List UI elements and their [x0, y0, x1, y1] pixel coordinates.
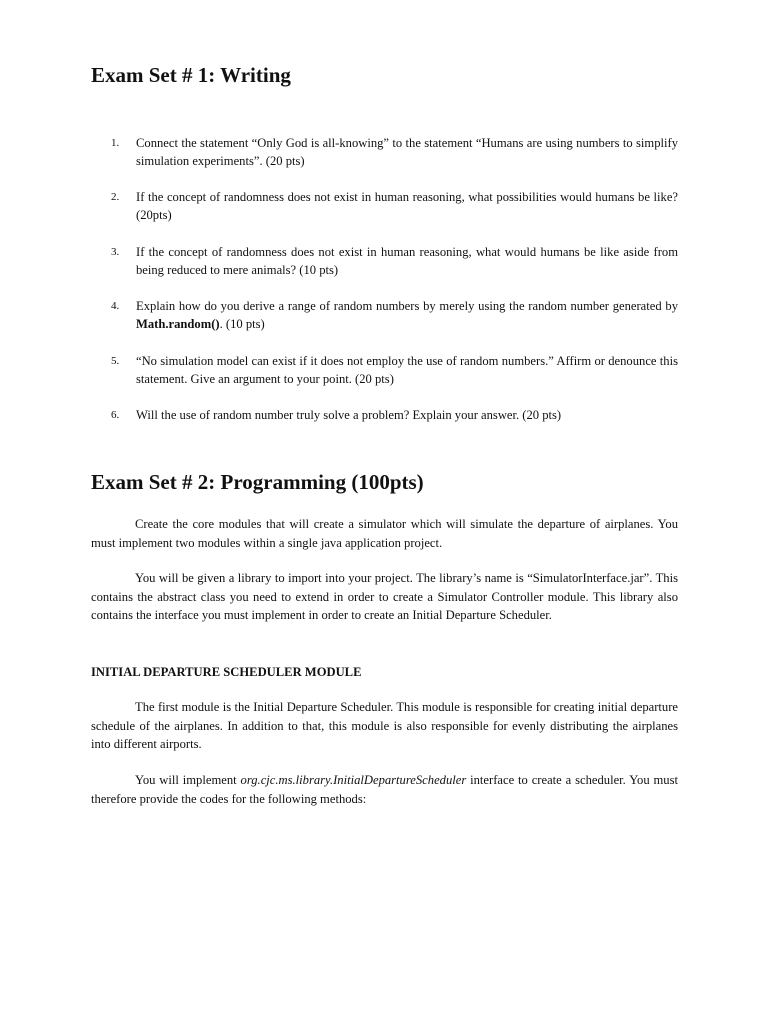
question-number: 6. [111, 409, 120, 421]
question-number: 4. [111, 300, 120, 312]
question-1 [91, 134, 678, 170]
paragraph-scheduler: The first module is the Initial Departure Scheduler. This module is responsible for creating initial departure schedule of the airplanes. In addition to that, this module is also responsible for evenly distributing the airplanes into different airports. [91, 700, 678, 751]
paragraph-library: You will be given a library to import into your project. The library’s name is “SimulatorInterface.jar”. This contains the abstract class you need to extend in order to create a Simulator Controller module. This library also contains the interface you must implement in order to create an Initial Departure Scheduler. [91, 571, 678, 622]
question-5 [91, 352, 678, 388]
paragraph-text-part: You will implement [135, 773, 241, 787]
question-number: 1. [111, 137, 120, 149]
question-number: 3. [111, 246, 120, 258]
question-text [136, 297, 678, 333]
question-text: If the concept of randomness does not exist in human reasoning, what possibilities would humans be like? (20pts) [136, 190, 678, 222]
exam-set-1-title: Exam Set # 1: Writing [91, 63, 291, 87]
question-2 [91, 188, 678, 224]
question-6 [91, 406, 678, 424]
question-number: 2. [111, 191, 120, 203]
question-text-part: . (10 pts) [219, 317, 265, 331]
question-text-part: Explain how do you derive a range of random numbers by merely using the random number generated by [136, 299, 678, 313]
question-4 [91, 297, 678, 333]
question-text: If the concept of randomness does not exist in human reasoning, what would humans be like aside from being reduced to mere animals? (10 pts) [136, 245, 678, 277]
exam-set-2-title: Exam Set # 2: Programming (100pts) [91, 470, 424, 494]
question-text: “No simulation model can exist if it does not employ the use of random numbers.” Affirm or denounce this statement. Give an argument to your point. (20 pts) [136, 354, 678, 386]
paragraph-text-part: interface to create a scheduler. You must therefore provide the codes for the following methods: [91, 773, 679, 806]
code-keyword: Math.random() [136, 317, 220, 331]
paragraph-implement [91, 771, 678, 808]
question-3 [91, 243, 678, 279]
interface-name: org.cjc.ms.library.InitialDepartureScheduler [240, 773, 467, 787]
question-number: 5. [111, 355, 120, 367]
paragraph-intro: Create the core modules that will create a simulator which will simulate the departure of airplanes. You must implement two modules within a single java application project. [91, 517, 678, 550]
question-text: Will the use of random number truly solve a problem? Explain your answer. (20 pts) [136, 408, 562, 422]
question-text: Connect the statement “Only God is all-knowing” to the statement “Humans are using numbers to simplify simulation experiments”. (20 pts) [136, 136, 678, 168]
section-subheading: INITIAL DEPARTURE SCHEDULER MODULE [91, 665, 362, 679]
